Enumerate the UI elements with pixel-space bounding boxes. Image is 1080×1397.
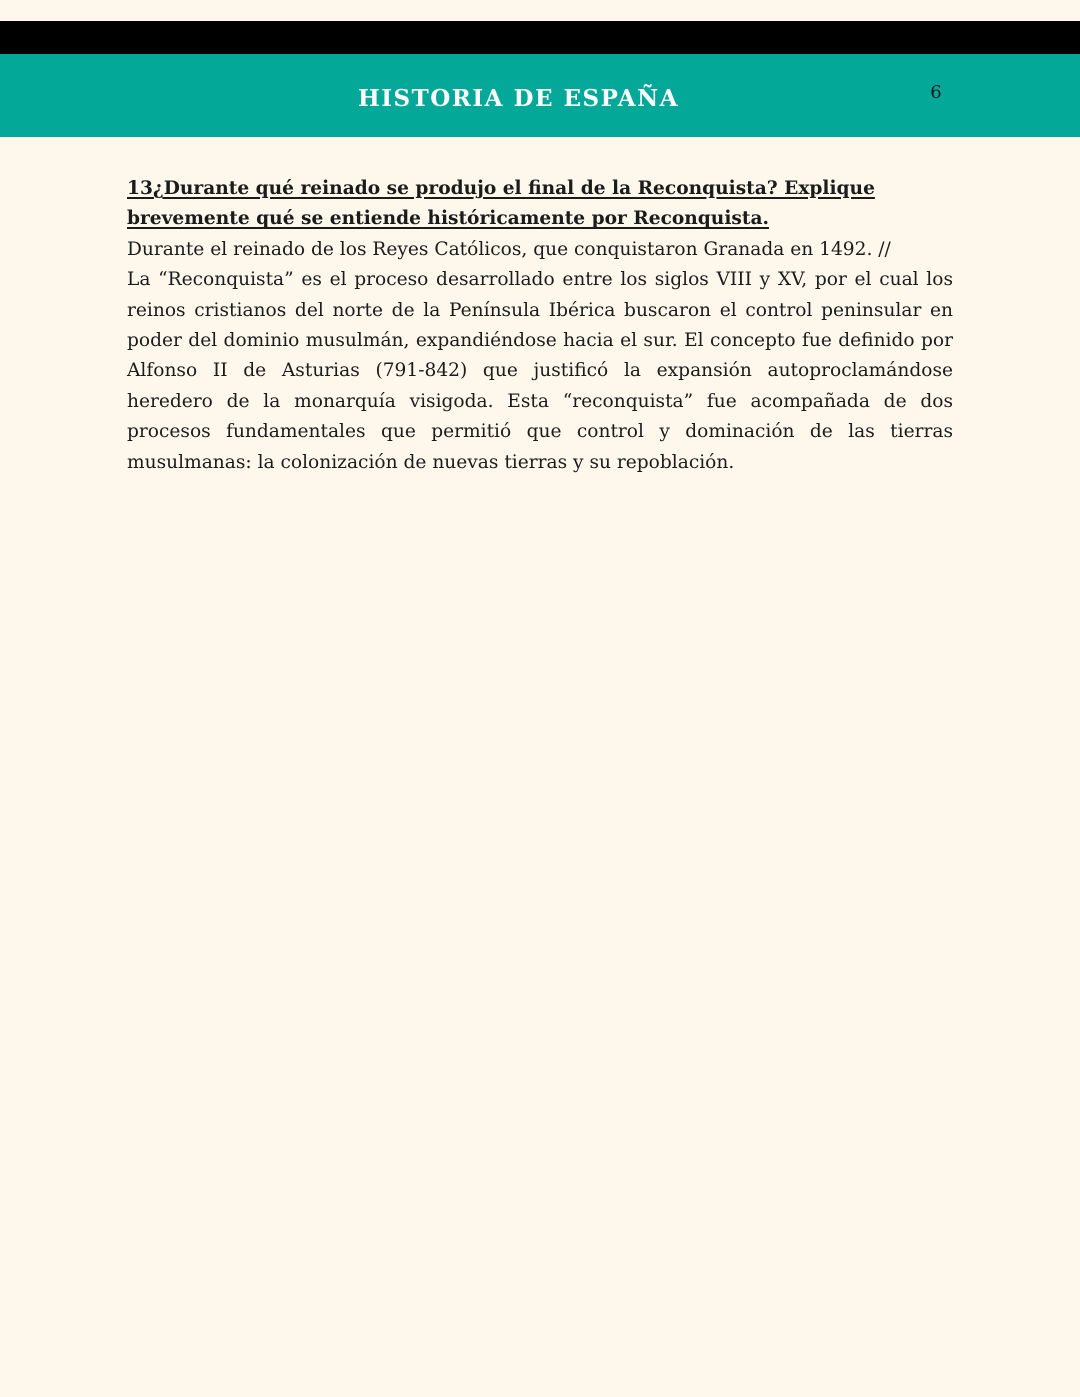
page-header bbox=[0, 54, 1080, 137]
answer-paragraph: La “Reconquista” es el proceso desarrollado entre los siglos VIII y XV, por el cual los reinos cristianos del norte de la Península Ibérica buscaron el control peninsular en poder del dominio musulmán, expandiéndose hacia el sur. El concepto fue definido por Alfonso II de Asturias (791-842) que justificó la expansión autoproclamándose heredero de la monarquía visigoda. Esta “reconquista” fue acompañada de dos procesos fundamentales que permitió que control y dominación de las tierras musulmanas: la colonización de nuevas tierras y su repoblación. bbox=[127, 269, 953, 473]
header-title: HISTORIA DE ESPAÑA bbox=[358, 85, 679, 112]
answer-first-line: Durante el reinado de los Reyes Católicos, que conquistaron Granada en 1492. // bbox=[127, 238, 891, 260]
page-content bbox=[127, 174, 953, 478]
question-heading: 13¿Durante qué reinado se produjo el final de la Reconquista? Explique brevemente qué se entiende históricamente por Reconquista. bbox=[127, 178, 875, 230]
page-number: 6 bbox=[930, 82, 942, 103]
top-black-bar bbox=[0, 21, 1080, 54]
